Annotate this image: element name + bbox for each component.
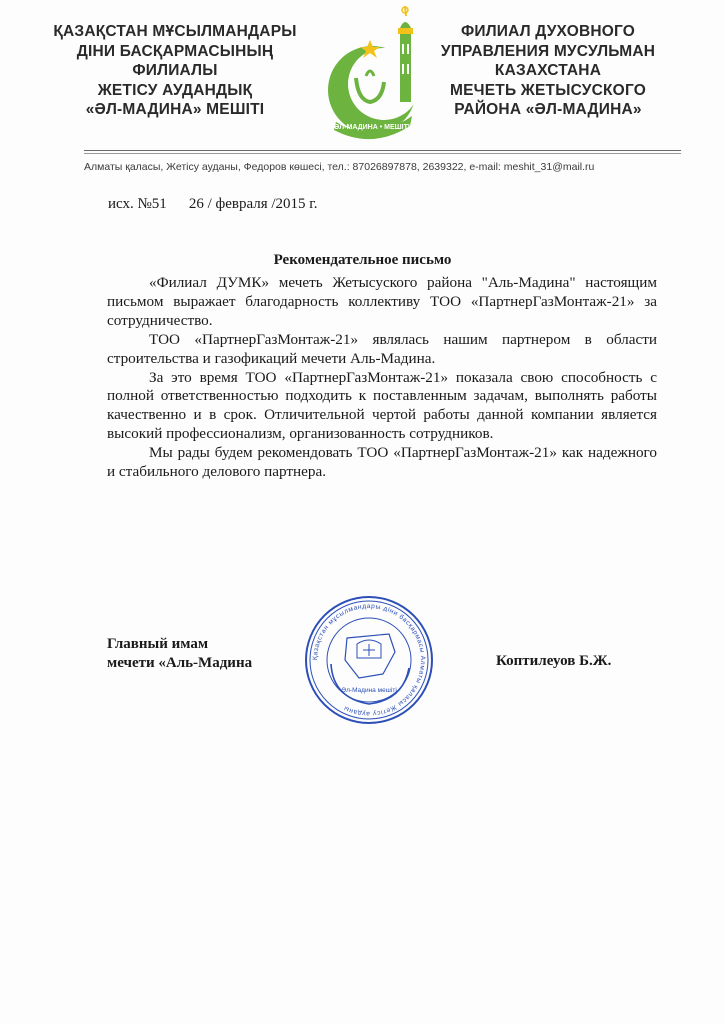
position-line: Главный имам: [107, 636, 209, 652]
signatory-position: [107, 635, 252, 672]
header-kazakh: [45, 22, 305, 120]
header-russian-line: ФИЛИАЛ ДУХОВНОГО: [460, 23, 636, 40]
header-kazakh-line: ДІНИ БАСҚАРМАСЫНЫҢ: [76, 42, 274, 60]
header-kazakh-line: ЖЕТІСУ АУДАНДЫҚ: [97, 81, 253, 99]
header-divider: [84, 150, 681, 151]
logo-text: ӘЛ-МАДИНА • МЕШІТІ: [334, 124, 410, 131]
header-kazakh-line: «ӘЛ-МАДИНА» МЕШІТІ: [85, 101, 265, 118]
paragraph: За это время ТОО «ПартнерГазМонтаж-21» показала свою способность с полной ответственностью подходить к поставленным задачам, выполнять работы качественно и в срок. Отличительной чертой работы данной компании является высокий профессионализм, организованность сотрудников.: [107, 368, 657, 443]
paragraph: ТОО «ПартнерГазМонтаж-21» являлась нашим партнером в области строительства и газофикаций мечети Аль-Мадина.: [107, 330, 657, 367]
letter-title: Рекомендательное письмо: [273, 252, 452, 268]
letter-body: [107, 274, 657, 482]
header-divider-thin: [84, 153, 681, 154]
header-kazakh-line: ҚАЗАҚСТАН МҰСЫЛМАНДАРЫ: [53, 23, 297, 40]
address-line: Алматы қаласы, Жетісу ауданы, Федоров көшесі, тел.: 87026897878, 2639322, e-mail: meshit_31@mail.ru: [84, 161, 595, 173]
position-line: мечети «Аль-Мадина: [107, 654, 253, 671]
official-round-stamp-icon: [303, 594, 435, 726]
header-russian-line: МЕЧЕТЬ ЖЕТЫСУСКОГО: [450, 81, 646, 99]
svg-text:Қазақстан мұсылмандары діни ба: [312, 603, 426, 717]
paragraph: Мы рады будем рекомендовать ТОО «ПартнерГазМонтаж-21» как надежного и стабильного делового партнера.: [107, 444, 657, 481]
mosque-crescent-logo-icon: [326, 6, 426, 141]
signatory-name: Коптилеуов Б.Ж.: [496, 653, 612, 669]
letter-reference: [108, 196, 318, 213]
stamp-center-text: Әл-Мадина мешіті: [341, 687, 397, 694]
header-russian: [418, 22, 678, 120]
paragraph: «Филиал ДУМК» мечеть Жетысуского района "Аль-Мадина" настоящим письмом выражает благодарность коллективу ТОО «ПартнерГазМонтаж-21» за сотрудничество.: [107, 274, 657, 329]
stamp-ring-text: Қазақстан мұсылмандары діни басқармасы Алматы қаласы Жетісу ауданы: [311, 602, 427, 718]
header-russian-line: КАЗАХСТАНА: [494, 62, 602, 79]
header-kazakh-line: ФИЛИАЛЫ: [132, 62, 218, 79]
letter-date: 26 / февраля /2015 г.: [188, 196, 318, 212]
ref-number: исх. №51: [108, 196, 167, 212]
header-russian-line: РАЙОНА «ӘЛ-МАДИНА»: [454, 101, 642, 118]
header-russian-line: УПРАВЛЕНИЯ МУСУЛЬМАН: [440, 42, 656, 60]
